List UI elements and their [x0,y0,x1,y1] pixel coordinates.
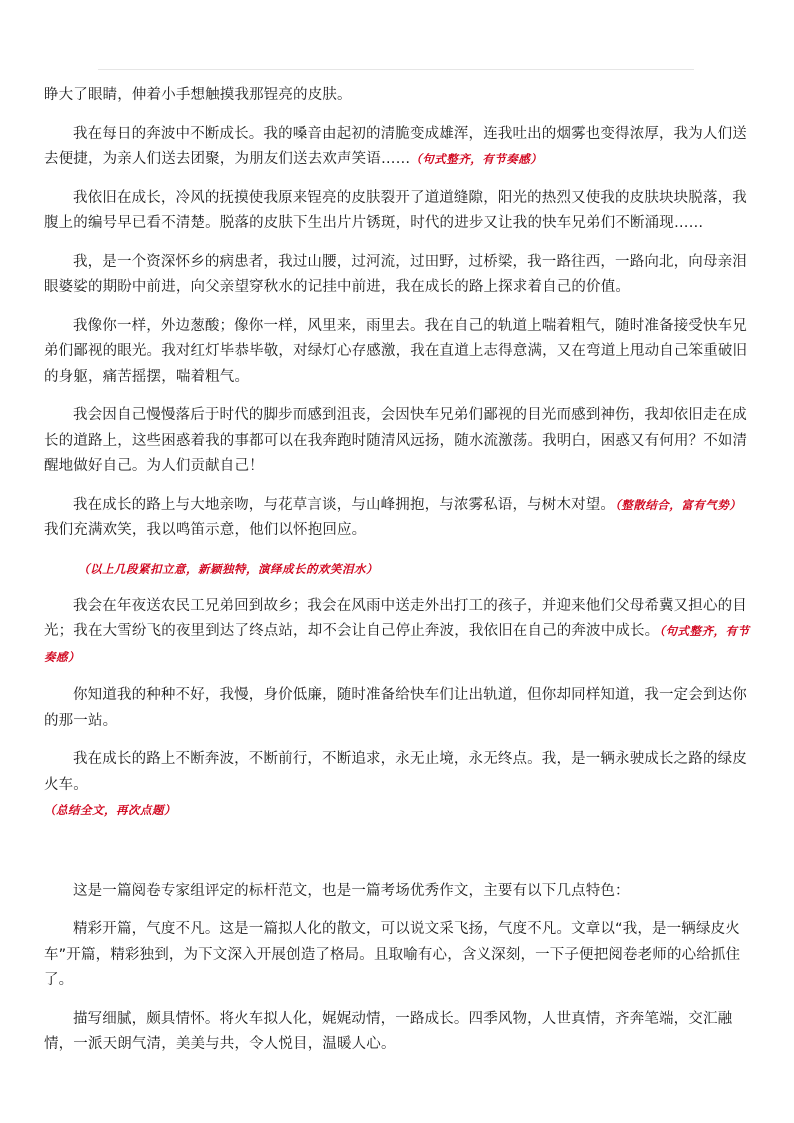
annotation-standalone: （以上几段紧扣立意，新颖独特，演绎成长的欢笑泪水） [78,561,378,576]
paragraph-3: 我依旧在成长，冷风的抚摸使我原来锃亮的皮肤裂开了道道缝隙，阳光的热烈又使我的皮肤块块脱落，我腹上的编号早已看不清楚。脱落的皮肤下生出片片锈斑，时代的进步又让我的快车兄弟们不断涌现…… [44,189,747,231]
paragraph-7-continuation: 我们充满欢笑，我以鸣笛示意，他们以怀抱回应。 [44,522,367,538]
paragraph-2: 我在每日的奔波中不断成长。我的嗓音由起初的清脆变成雄浑，连我吐出的烟雾也变得浓厚，我为人们送去便捷，为亲人们送去团聚，为朋友们送去欢声笑语……（句式整齐，有节奏感） [44,125,747,167]
annotation: （句式整齐，有节奏感） [410,152,543,166]
annotation: （整散结合，富有气势） [615,497,742,512]
annotation: （总结全文，再次点题） [44,803,176,817]
commentary-point-2: 描写细腻，颇具情怀。将火车拟人化，娓娓动情，一路成长。四季风物，人世真情，齐奔笔端，交汇融情，一派天朗气清，美美与共，令人悦目，温暖人心。 [44,1010,733,1052]
commentary-point-1: 精彩开篇，气度不凡。这是一篇拟人化的散文，可以说文采飞扬，气度不凡。文章以“我，是一辆绿皮火车”开篇，精彩独到，为下文深入开展创造了格局。且取喻有心，含义深刻，一下子便把阅卷老师的心给抓住了。 [44,921,741,988]
paragraph-5: 我像你一样，外边葱酸；像你一样，风里来，雨里去。我在自己的轨道上喘着粗气，随时准备接受快车兄弟们鄙视的眼光。我对红灯毕恭毕敬，对绿灯心存感激，我在直道上志得意满，又在弯道上甩动自己笨重破旧的身躯，痛苦摇摆，喘着粗气。 [44,317,748,385]
annotation: （句式整齐，有节奏感） [44,624,750,664]
section-gap [44,837,756,879]
commentary-intro: 这是一篇阅卷专家组评定的标杆范文，也是一篇考场优秀作文，主要有以下几点特色： [73,882,630,899]
header-rule [98,69,694,70]
document-body [44,83,756,1071]
paragraph-6: 我会因自己慢慢落后于时代的脚步而感到沮丧，会因快车兄弟们鄙视的目光而感到神伤，我却依旧走在成长的道路上，这些困惑着我的事都可以在我奔跑时随清风远扬，随水流激荡。我明白，困惑又有何用？不如清醒地做好自己。为人们贡献自己！ [44,407,748,474]
paragraph-4: 我，是一个资深怀乡的病患者，我过山腰，过河流，过田野，过桥梁，我一路往西，一路向北，向母亲泪眼婆娑的期盼中前进，向父亲望穿秋水的记挂中前进，我在成长的路上探求着自己的价值。 [44,253,747,295]
paragraph-10: 我在成长的路上不断奔波，不断前行，不断追求，永无止境，永无终点。我，是一辆永驶成长之路的绿皮火车。 （总结全文，再次点题） [44,751,747,817]
paragraph-1: 睁大了眼睛，伸着小手想触摸我那锃亮的皮肤。 [44,87,352,103]
paragraph-9: 你知道我的种种不好，我慢，身价低廉，随时准备给快车们让出轨道，但你却同样知道，我一定会到达你的那一站。 [44,687,747,729]
paragraph-7: 我在成长的路上与大地亲吻，与花草言谈，与山峰拥抱，与浓雾私语，与树木对望。（整散结合，富有气势） 我们充满欢笑，我以鸣笛示意，他们以怀抱回应。 [44,496,742,538]
paragraph-8: 我会在年夜送农民工兄弟回到故乡；我会在风雨中送走外出打工的孩子，并迎来他们父母希冀又担心的目光；我在大雪纷飞的夜里到达了终点站，却不会让自己停止奔波，我依旧在自己的奔波中成长。（句式整齐，有节奏感） [44,597,750,664]
